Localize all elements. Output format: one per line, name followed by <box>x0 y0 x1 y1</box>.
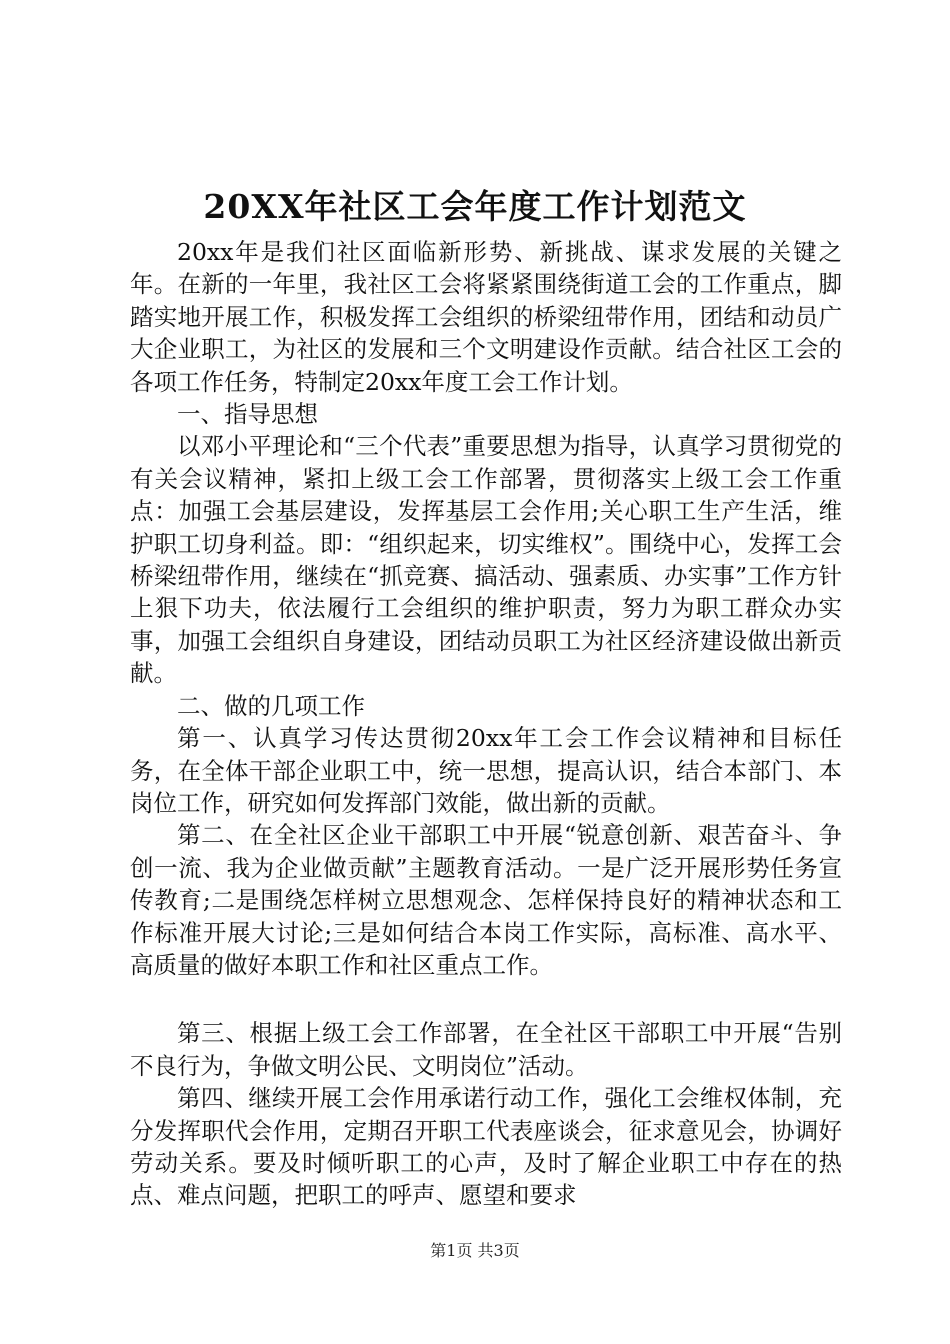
page-number-footer: 第1页 共3页 <box>430 1241 520 1260</box>
work-item-paragraph-4: 第四、继续开展工会作用承诺行动工作，强化工会维权体制，充分发挥职代会作用，定期召开职工代表座谈会，征求意见会，协调好劳动关系。要及时倾听职工的心声，及时了解企业职工中存在的热点、难点问题，把职工的呼声、愿望和要求 <box>130 1084 842 1210</box>
document-title: 20XX年社区工会年度工作计划范文 <box>203 187 747 226</box>
document-body <box>130 236 842 1212</box>
work-item-paragraph-2: 第二、在全社区企业干部职工中开展“锐意创新、艰苦奋斗、争创一流、我为企业做贡献”主题教育活动。一是广泛开展形势任务宣传教育;二是围绕怎样树立思想观念、怎样保持良好的精神状态和工作标准开展大讨论;三是如何结合本岗工作实际，高标准、高水平、高质量的做好本职工作和社区重点工作。 <box>130 821 842 979</box>
work-item-paragraph-3: 第三、根据上级工会工作部署，在全社区干部职工中开展“告别不良行为，争做文明公民、文明岗位”活动。 <box>130 1019 842 1080</box>
section-heading-guiding-ideology: 一、指导思想 <box>177 400 318 429</box>
work-item-paragraph-1: 第一、认真学习传达贯彻20xx年工会工作会议精神和目标任务，在全体干部企业职工中，统一思想，提高认识，结合本部门、本岗位工作，研究如何发挥部门效能，做出新的贡献。 <box>130 724 842 817</box>
paragraph-spacer <box>130 981 842 1017</box>
section-heading-work-items: 二、做的几项工作 <box>177 691 365 720</box>
intro-paragraph: 20xx年是我们社区面临新形势、新挑战、谋求发展的关键之年。在新的一年里，我社区工会将紧紧围绕街道工会的工作重点，脚踏实地开展工作，积极发挥工会组织的桥梁纽带作用，团结和动员广大企业职工，为社区的发展和三个文明建设作贡献。结合社区工会的各项工作任务，特制定20xx年度工会工作计划。 <box>130 238 842 396</box>
guiding-ideology-paragraph: 以邓小平理论和“三个代表”重要思想为指导，认真学习贯彻党的有关会议精神，紧扣上级工会工作部署，贯彻落实上级工会工作重点：加强工会基层建设，发挥基层工会作用;关心职工生产生活，维护职工切身利益。即：“组织起来，切实维权”。围绕中心，发挥工会桥梁纽带作用，继续在“抓竞赛、搞活动、强素质、办实事”工作方针上狠下功夫，依法履行工会组织的维护职责，努力为职工群众办实事，加强工会组织自身建设，团结动员职工为社区经济建设做出新贡献。 <box>130 432 842 688</box>
